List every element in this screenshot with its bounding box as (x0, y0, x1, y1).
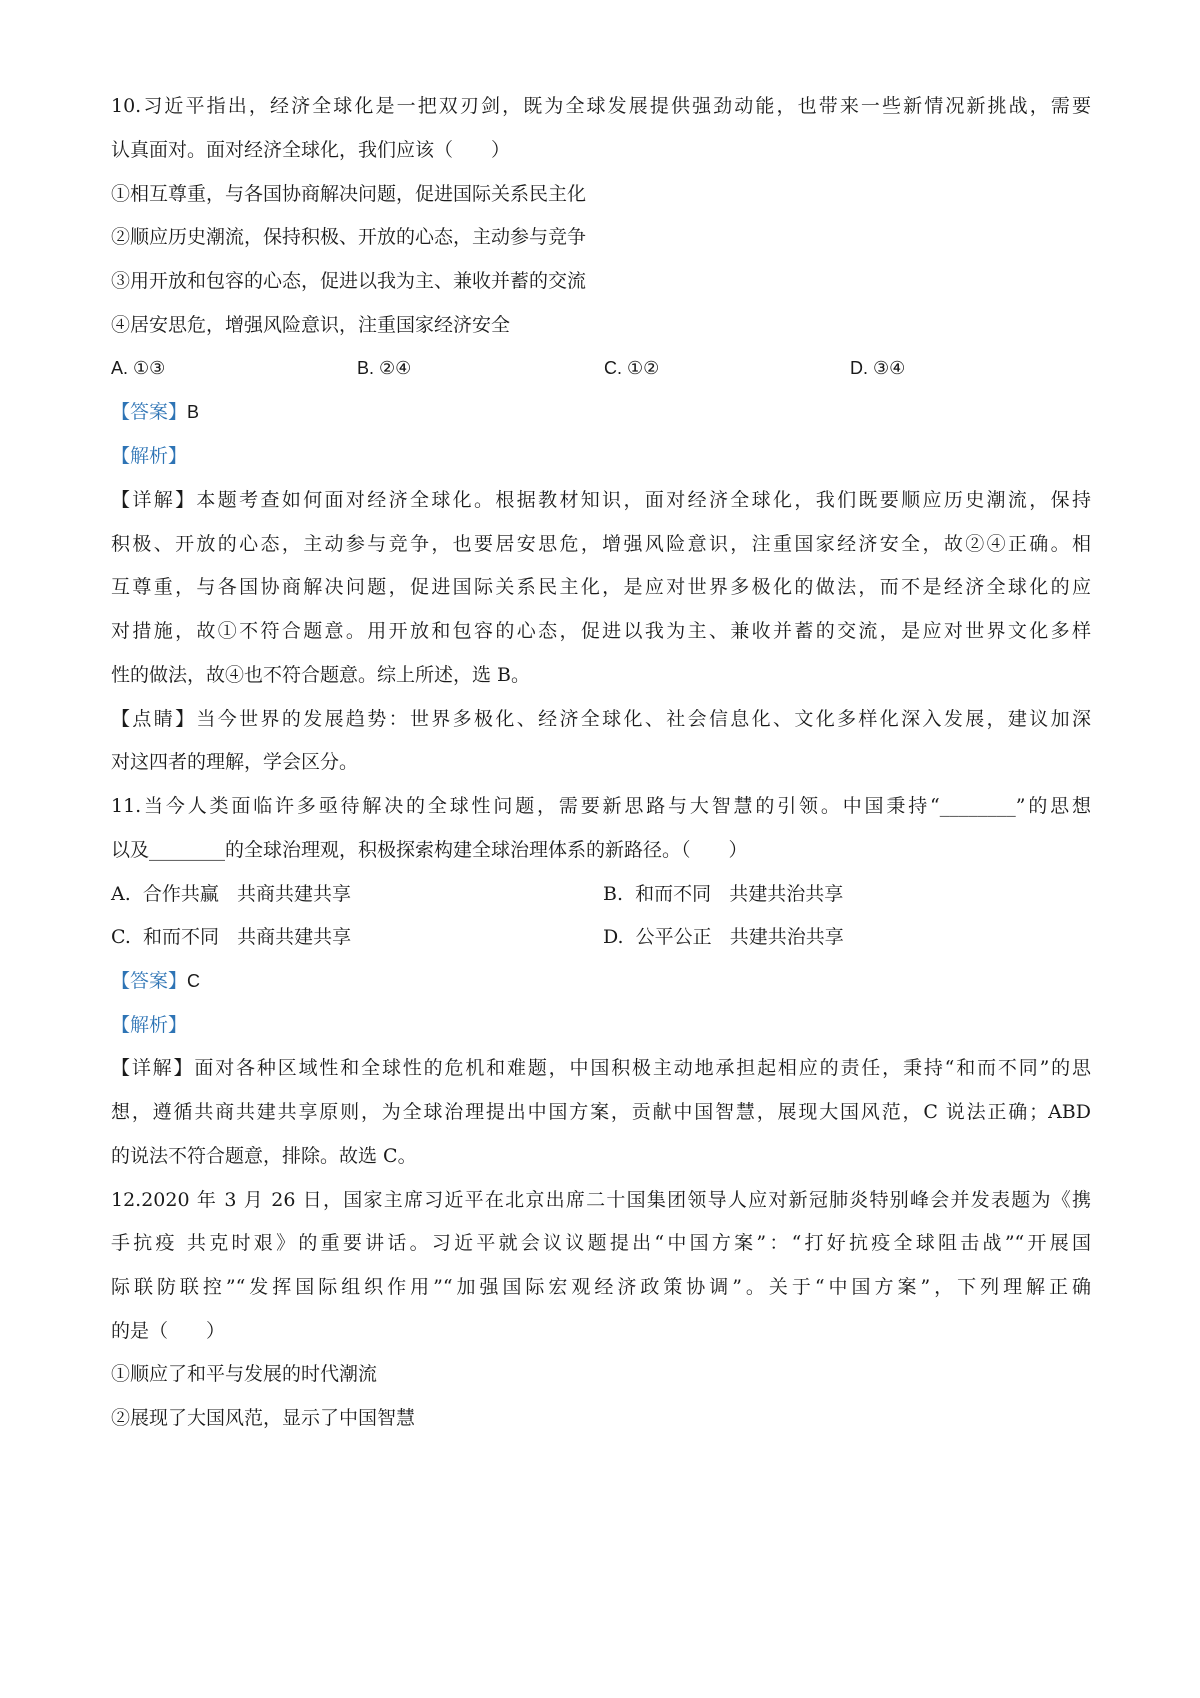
q12-stem-line-1: 12.2020 年 3 月 26 日，国家主席习近平在北京出席二十国集团领导人应对新冠肺炎特别峰会并发表题为《携 (111, 1189, 1091, 1211)
q11-stem-line-1: 11.当今人类面临许多亟待解决的全球性问题，需要新思路与大智慧的引领。中国秉持“________”的思想 (111, 795, 1091, 817)
answer-value: B (187, 402, 200, 422)
q11-stem-line-2: 以及________的全球治理观，积极探索构建全球治理体系的新路径。（ ） (111, 839, 748, 861)
q11-options-row-1 (111, 880, 1091, 908)
q10-detail-line-1 (111, 486, 1091, 514)
q11-detail-line-2: 想，遵循共商共建共享原则，为全球治理提出中国方案，贡献中国智慧，展现大国风范，C 说法正确；ABD (111, 1101, 1091, 1123)
q10-analysis-tag: 【解析】 (111, 445, 188, 467)
q11-analysis-tag: 【解析】 (111, 1014, 188, 1036)
q10-options (111, 354, 1091, 382)
q12-item-2: ②展现了大国风范，显示了中国智慧 (111, 1407, 416, 1429)
detail-tag: 【详解】 (111, 489, 197, 511)
tip-text: 当今世界的发展趋势：世界多极化、经济全球化、社会信息化、文化多样化深入发展，建议加深 (196, 708, 1091, 730)
detail-text: 本题考查如何面对经济全球化。根据教材知识，面对经济全球化，我们既要顺应历史潮流，保持 (196, 489, 1091, 511)
q10-detail-line-2: 积极、开放的心态，主动参与竞争，也要居安思危，增强风险意识，注重国家经济安全，故②④正确。相 (111, 533, 1091, 555)
q10-option-c: C. ①② (604, 358, 660, 378)
q12-item-1: ①顺应了和平与发展的时代潮流 (111, 1363, 378, 1385)
q10-item-2: ②顺应历史潮流，保持积极、开放的心态，主动参与竞争 (111, 226, 587, 248)
q10-stem-line-2: 认真面对。面对经济全球化，我们应该（ ） (111, 139, 511, 161)
q10-tip-line-2: 对这四者的理解，学会区分。 (111, 751, 359, 773)
q11-option-a: A. 合作共赢 共商共建共享 (111, 883, 351, 905)
q10-item-4: ④居安思危，增强风险意识，注重国家经济安全 (111, 314, 511, 336)
q11-answer (111, 967, 200, 995)
q11-options-row-2 (111, 923, 1091, 951)
q12-stem-line-4: 的是（ ） (111, 1320, 226, 1342)
q10-item-3: ③用开放和包容的心态，促进以我为主、兼收并蓄的交流 (111, 270, 587, 292)
q10-detail-line-4: 对措施，故①不符合题意。用开放和包容的心态，促进以我为主、兼收并蓄的交流，是应对世界文化多样 (111, 620, 1091, 642)
q11-detail-line-1 (111, 1054, 1091, 1082)
tip-tag: 【点睛】 (111, 708, 197, 730)
answer-value: C (187, 971, 201, 991)
q10-answer (111, 398, 199, 426)
q12-stem-line-3: 际联防联控”“发挥国际组织作用”“加强国际宏观经济政策协调”。关于“中国方案”，下列理解正确 (111, 1276, 1091, 1298)
q12-stem-line-2: 手抗疫 共克时艰》的重要讲话。习近平就会议议题提出“中国方案”：“打好抗疫全球阻击战”“开展国 (111, 1232, 1091, 1254)
q10-option-a: A. ①③ (111, 358, 166, 378)
q11-option-b: B. 和而不同 共建共治共享 (603, 883, 844, 905)
q10-tip-line-1 (111, 705, 1091, 733)
q10-item-1: ①相互尊重，与各国协商解决问题，促进国际关系民主化 (111, 183, 587, 205)
detail-text: 面对各种区域性和全球性的危机和难题，中国积极主动地承担起相应的责任，秉持“和而不同”的思 (194, 1057, 1091, 1079)
answer-tag: 【答案】 (111, 401, 188, 423)
detail-tag: 【详解】 (111, 1057, 195, 1079)
q11-option-d: D. 公平公正 共建共治共享 (603, 926, 844, 948)
q10-option-b: B. ②④ (357, 358, 412, 378)
q11-option-c: C. 和而不同 共商共建共享 (111, 926, 352, 948)
q10-stem-line-1: 10.习近平指出，经济全球化是一把双刃剑，既为全球发展提供强劲动能，也带来一些新情况新挑战，需要 (111, 95, 1091, 117)
q11-detail-line-3: 的说法不符合题意，排除。故选 C。 (111, 1145, 417, 1167)
q10-option-d: D. ③④ (850, 358, 906, 378)
q10-detail-line-5: 性的做法，故④也不符合题意。综上所述，选 B。 (111, 664, 531, 686)
q10-detail-line-3: 互尊重，与各国协商解决问题，促进国际关系民主化，是应对世界多极化的做法，而不是经济全球化的应 (111, 576, 1091, 598)
answer-tag: 【答案】 (111, 970, 188, 992)
